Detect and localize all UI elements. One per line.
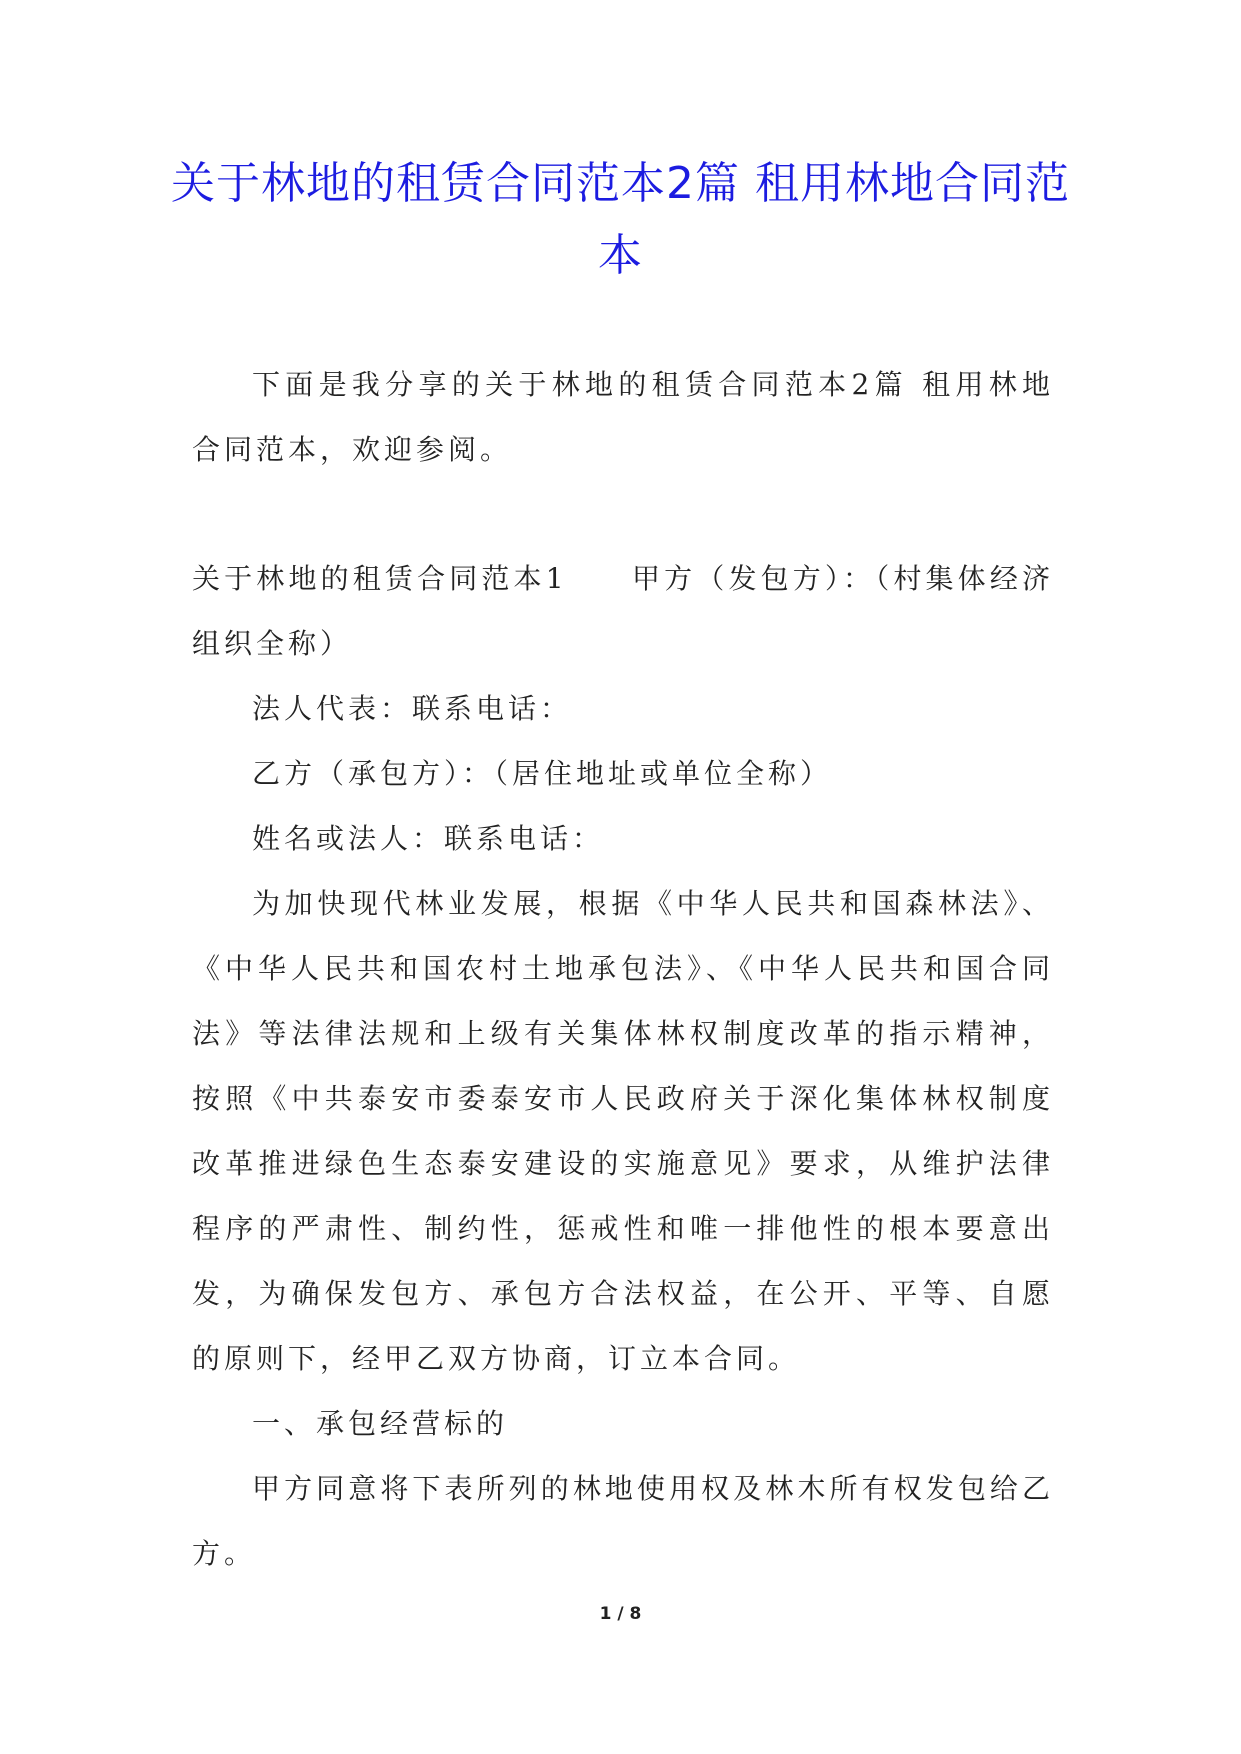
section-heading-line: 关于林地的租赁合同范本1 甲方（发包方）：（村集体经济组织全称） xyxy=(192,562,1054,660)
document-title: 关于林地的租赁合同范本2篇 租用林地合同范本 xyxy=(171,158,1070,281)
intro-paragraph: 下面是我分享的关于林地的租赁合同范本2篇 租用林地合同范本，欢迎参阅。 xyxy=(192,368,1054,466)
legal-representative-line: 法人代表：联系电话： xyxy=(252,692,573,725)
party-b-line: 乙方（承包方）：（居住地址或单位全称） xyxy=(252,757,833,790)
section-one-heading: 一、承包经营标的 xyxy=(252,1407,509,1440)
contract-preamble-paragraph: 为加快现代林业发展，根据《中华人民共和国森林法》、《中华人民共和国农村土地承包法》、《中华人民共和国合同法》等法律法规和上级有关集体林权制度改革的指示精神，按照《中共泰安市委泰安市人民政府关于深化集体林权制度改革推进绿色生态泰安建设的实施意见》要求，从维护法律程序的严肃性、制约性，惩戒性和唯一排他性的根本要意出发，为确保发包方、承包方合法权益，在公开、平等、自愿的原则下，经甲乙双方协商，订立本合同。 xyxy=(192,887,1054,1375)
name-or-legal-person-line: 姓名或法人：联系电话： xyxy=(252,822,605,855)
page-number: 1 / 8 xyxy=(599,1604,642,1624)
section-one-paragraph: 甲方同意将下表所列的林地使用权及林木所有权发包给乙方。 xyxy=(192,1472,1054,1570)
